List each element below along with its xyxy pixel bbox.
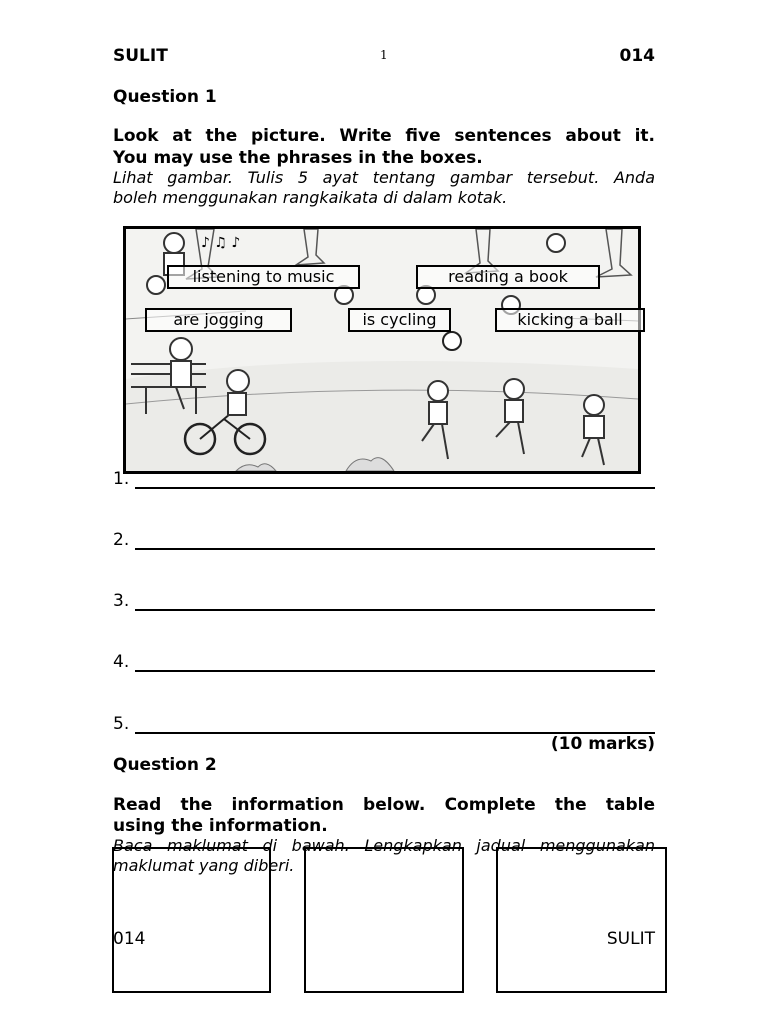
park-picture	[123, 226, 641, 474]
answer-line-2[interactable]	[113, 530, 655, 552]
info-box-2	[304, 847, 464, 993]
header-right: 014	[619, 46, 655, 66]
answer-number: 1.	[113, 469, 130, 489]
q2-malay-line2: maklumat yang diberi.	[113, 856, 295, 875]
answer-number: 2.	[113, 530, 130, 550]
phrase-reading-a-book: reading a book	[416, 265, 600, 289]
info-box-1	[112, 847, 271, 993]
q1-instruction-line1: Look at the picture. Write five sentences about it.	[113, 126, 655, 146]
question-2-title: Question 2	[113, 755, 217, 775]
info-box-3	[496, 847, 667, 993]
answer-line-5[interactable]	[113, 714, 655, 736]
phrase-kicking-a-ball: kicking a ball	[495, 308, 645, 332]
q1-malay-line1: Lihat gambar. Tulis 5 ayat tentang gambar tersebut. Anda	[113, 168, 655, 187]
answer-line-3[interactable]	[113, 591, 655, 613]
phrase-listening-to-music: listening to music	[167, 265, 360, 289]
answer-number: 3.	[113, 591, 130, 611]
svg-text:♪ ♫ ♪: ♪ ♫ ♪	[201, 235, 241, 251]
phrase-is-cycling: is cycling	[348, 308, 451, 332]
answer-number: 5.	[113, 714, 130, 734]
q1-malay-line2: boleh menggunakan rangkaikata di dalam kotak.	[113, 188, 508, 207]
marks-label: (10 marks)	[550, 734, 655, 754]
answer-line-1[interactable]	[113, 469, 655, 491]
q2-instruction-line1: Read the information below. Complete the table	[113, 795, 655, 815]
footer-right: SULIT	[606, 929, 655, 949]
answer-number: 4.	[113, 652, 130, 672]
question-1-title: Question 1	[113, 87, 217, 107]
q2-malay-line1: Baca maklumat di bawah. Lengkapkan jadual menggunakan	[113, 836, 655, 855]
answer-line-4[interactable]	[113, 652, 655, 674]
header-left: SULIT	[113, 46, 168, 66]
phrase-are-jogging: are jogging	[145, 308, 292, 332]
footer-left: 014	[113, 929, 146, 949]
q2-instruction-line2: using the information.	[113, 816, 328, 836]
page-number: 1	[380, 48, 388, 62]
q1-instruction-line2: You may use the phrases in the boxes.	[113, 148, 483, 168]
